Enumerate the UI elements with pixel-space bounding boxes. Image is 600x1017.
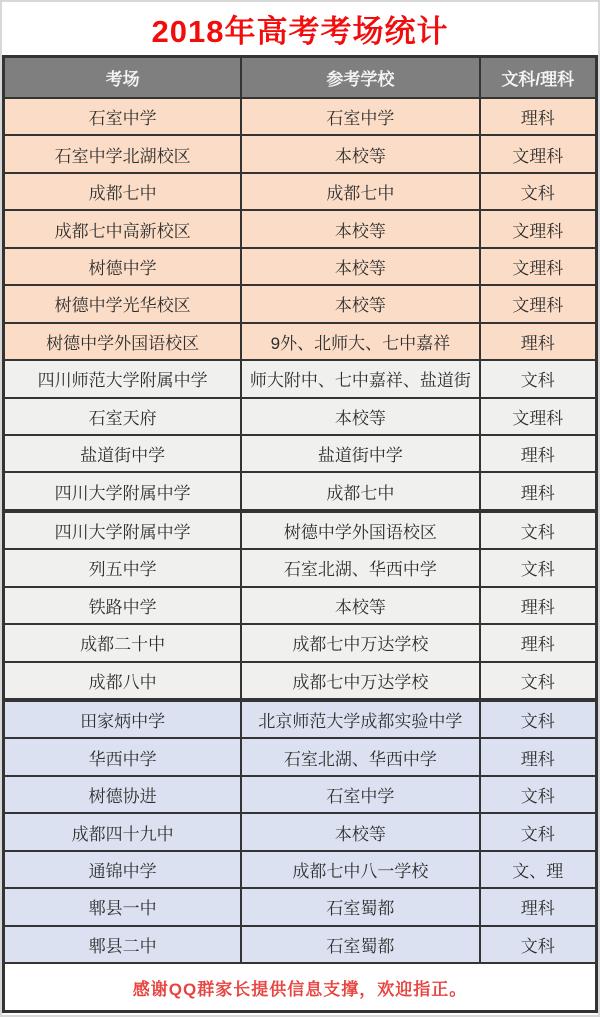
schools-cell: 本校等 xyxy=(242,286,480,321)
track-cell: 文理科 xyxy=(512,258,564,278)
venue-cell: 树德中学 xyxy=(5,249,242,284)
track-cell: 文科 xyxy=(520,560,555,580)
venue-cell: 成都七中高新校区 xyxy=(5,211,242,246)
venue-cell: 盐道街中学 xyxy=(5,436,242,471)
schools-cell: 成都七中 xyxy=(242,174,480,209)
track-cell: 文理科 xyxy=(512,408,564,428)
track-cell: 理科 xyxy=(520,109,555,129)
schools-cell: 石室北湖、华西中学 xyxy=(242,550,480,585)
table-row xyxy=(5,925,595,962)
table-row xyxy=(5,284,595,321)
venue-cell: 铁路中学 xyxy=(5,588,242,623)
schools-cell: 本校等 xyxy=(242,249,480,284)
schools-cell: 石室北湖、华西中学 xyxy=(242,739,480,774)
venue-cell: 郫县一中 xyxy=(5,889,242,924)
table-row xyxy=(5,172,595,209)
table-row xyxy=(5,247,595,284)
schools-cell: 本校等 xyxy=(242,399,480,434)
track-cell: 文科 xyxy=(520,672,555,692)
track-cell: 文、理 xyxy=(512,861,564,881)
schools-cell: 本校等 xyxy=(242,814,480,849)
exam-venues-table xyxy=(2,55,598,1013)
schools-cell: 成都七中 xyxy=(242,473,480,508)
schools-cell: 师大附中、七中嘉祥、盐道街 xyxy=(242,361,480,396)
header-cell-venue: 考场 xyxy=(5,58,242,97)
schools-cell: 本校等 xyxy=(242,136,480,171)
venue-cell: 石室中学北湖校区 xyxy=(5,136,242,171)
table-row xyxy=(5,397,595,434)
table-row xyxy=(5,623,595,660)
table-row xyxy=(5,775,595,812)
schools-cell: 本校等 xyxy=(242,211,480,246)
venue-cell: 通锦中学 xyxy=(5,852,242,887)
table-row xyxy=(5,434,595,471)
schools-cell: 石室蜀都 xyxy=(242,927,480,962)
schools-cell: 9外、北师大、七中嘉祥 xyxy=(242,324,480,359)
table-row xyxy=(5,209,595,246)
venue-cell: 四川大学附属中学 xyxy=(5,513,242,548)
table-row xyxy=(5,812,595,849)
footer-note: 感谢QQ群家长提供信息支撑，欢迎指正。 xyxy=(5,962,595,1010)
schools-cell: 本校等 xyxy=(242,588,480,623)
track-cell: 理科 xyxy=(520,333,555,353)
table-row xyxy=(5,698,595,737)
schools-cell: 石室蜀都 xyxy=(242,889,480,924)
schools-cell: 成都七中八一学校 xyxy=(242,852,480,887)
table-row xyxy=(5,471,595,508)
track-cell: 文科 xyxy=(520,184,555,204)
table-row xyxy=(5,509,595,548)
venue-cell: 四川师范大学附属中学 xyxy=(5,361,242,396)
venue-cell: 石室天府 xyxy=(5,399,242,434)
schools-cell: 石室中学 xyxy=(242,777,480,812)
header-cell-schools: 参考学校 xyxy=(242,58,480,97)
table-row xyxy=(5,97,595,134)
track-cell: 理科 xyxy=(520,597,555,617)
venue-cell: 华西中学 xyxy=(5,739,242,774)
table-row xyxy=(5,887,595,924)
table-row xyxy=(5,661,595,698)
venue-cell: 成都七中 xyxy=(5,174,242,209)
schools-cell: 成都七中万达学校 xyxy=(242,625,480,660)
track-cell: 文科 xyxy=(520,712,555,732)
venue-cell: 树德协进 xyxy=(5,777,242,812)
venue-cell: 成都八中 xyxy=(5,663,242,698)
track-cell: 文理科 xyxy=(512,146,564,166)
table-row xyxy=(5,322,595,359)
venue-cell: 成都四十九中 xyxy=(5,814,242,849)
venue-cell: 列五中学 xyxy=(5,550,242,585)
track-cell: 文科 xyxy=(520,371,555,391)
track-cell: 理科 xyxy=(520,749,555,769)
table-row xyxy=(5,548,595,585)
track-cell: 文理科 xyxy=(512,296,564,316)
venue-cell: 石室中学 xyxy=(5,99,242,134)
venue-cell: 树德中学外国语校区 xyxy=(5,324,242,359)
track-cell: 理科 xyxy=(520,635,555,655)
track-cell: 文科 xyxy=(520,936,555,956)
table-row xyxy=(5,850,595,887)
schools-cell: 北京师范大学成都实验中学 xyxy=(242,702,480,737)
track-cell: 文科 xyxy=(520,787,555,807)
track-cell: 文科 xyxy=(520,824,555,844)
venue-cell: 四川大学附属中学 xyxy=(5,473,242,508)
table-header-row xyxy=(5,58,595,97)
track-cell: 理科 xyxy=(520,483,555,503)
table-body xyxy=(5,97,595,962)
venue-cell: 田家炳中学 xyxy=(5,702,242,737)
track-cell: 文科 xyxy=(520,523,555,543)
venue-cell: 树德中学光华校区 xyxy=(5,286,242,321)
header-cell-track: 文科/理科 xyxy=(501,70,575,89)
schools-cell: 盐道街中学 xyxy=(242,436,480,471)
track-cell: 理科 xyxy=(520,899,555,919)
schools-cell: 树德中学外国语校区 xyxy=(242,513,480,548)
schools-cell: 石室中学 xyxy=(242,99,480,134)
table-row xyxy=(5,586,595,623)
venue-cell: 郫县二中 xyxy=(5,927,242,962)
track-cell: 文理科 xyxy=(512,221,564,241)
table-row xyxy=(5,134,595,171)
schools-cell: 成都七中万达学校 xyxy=(242,663,480,698)
track-cell: 理科 xyxy=(520,446,555,466)
table-row xyxy=(5,737,595,774)
venue-cell: 成都二十中 xyxy=(5,625,242,660)
table-row xyxy=(5,359,595,396)
page-title: 2018年高考考场统计 xyxy=(2,2,598,55)
